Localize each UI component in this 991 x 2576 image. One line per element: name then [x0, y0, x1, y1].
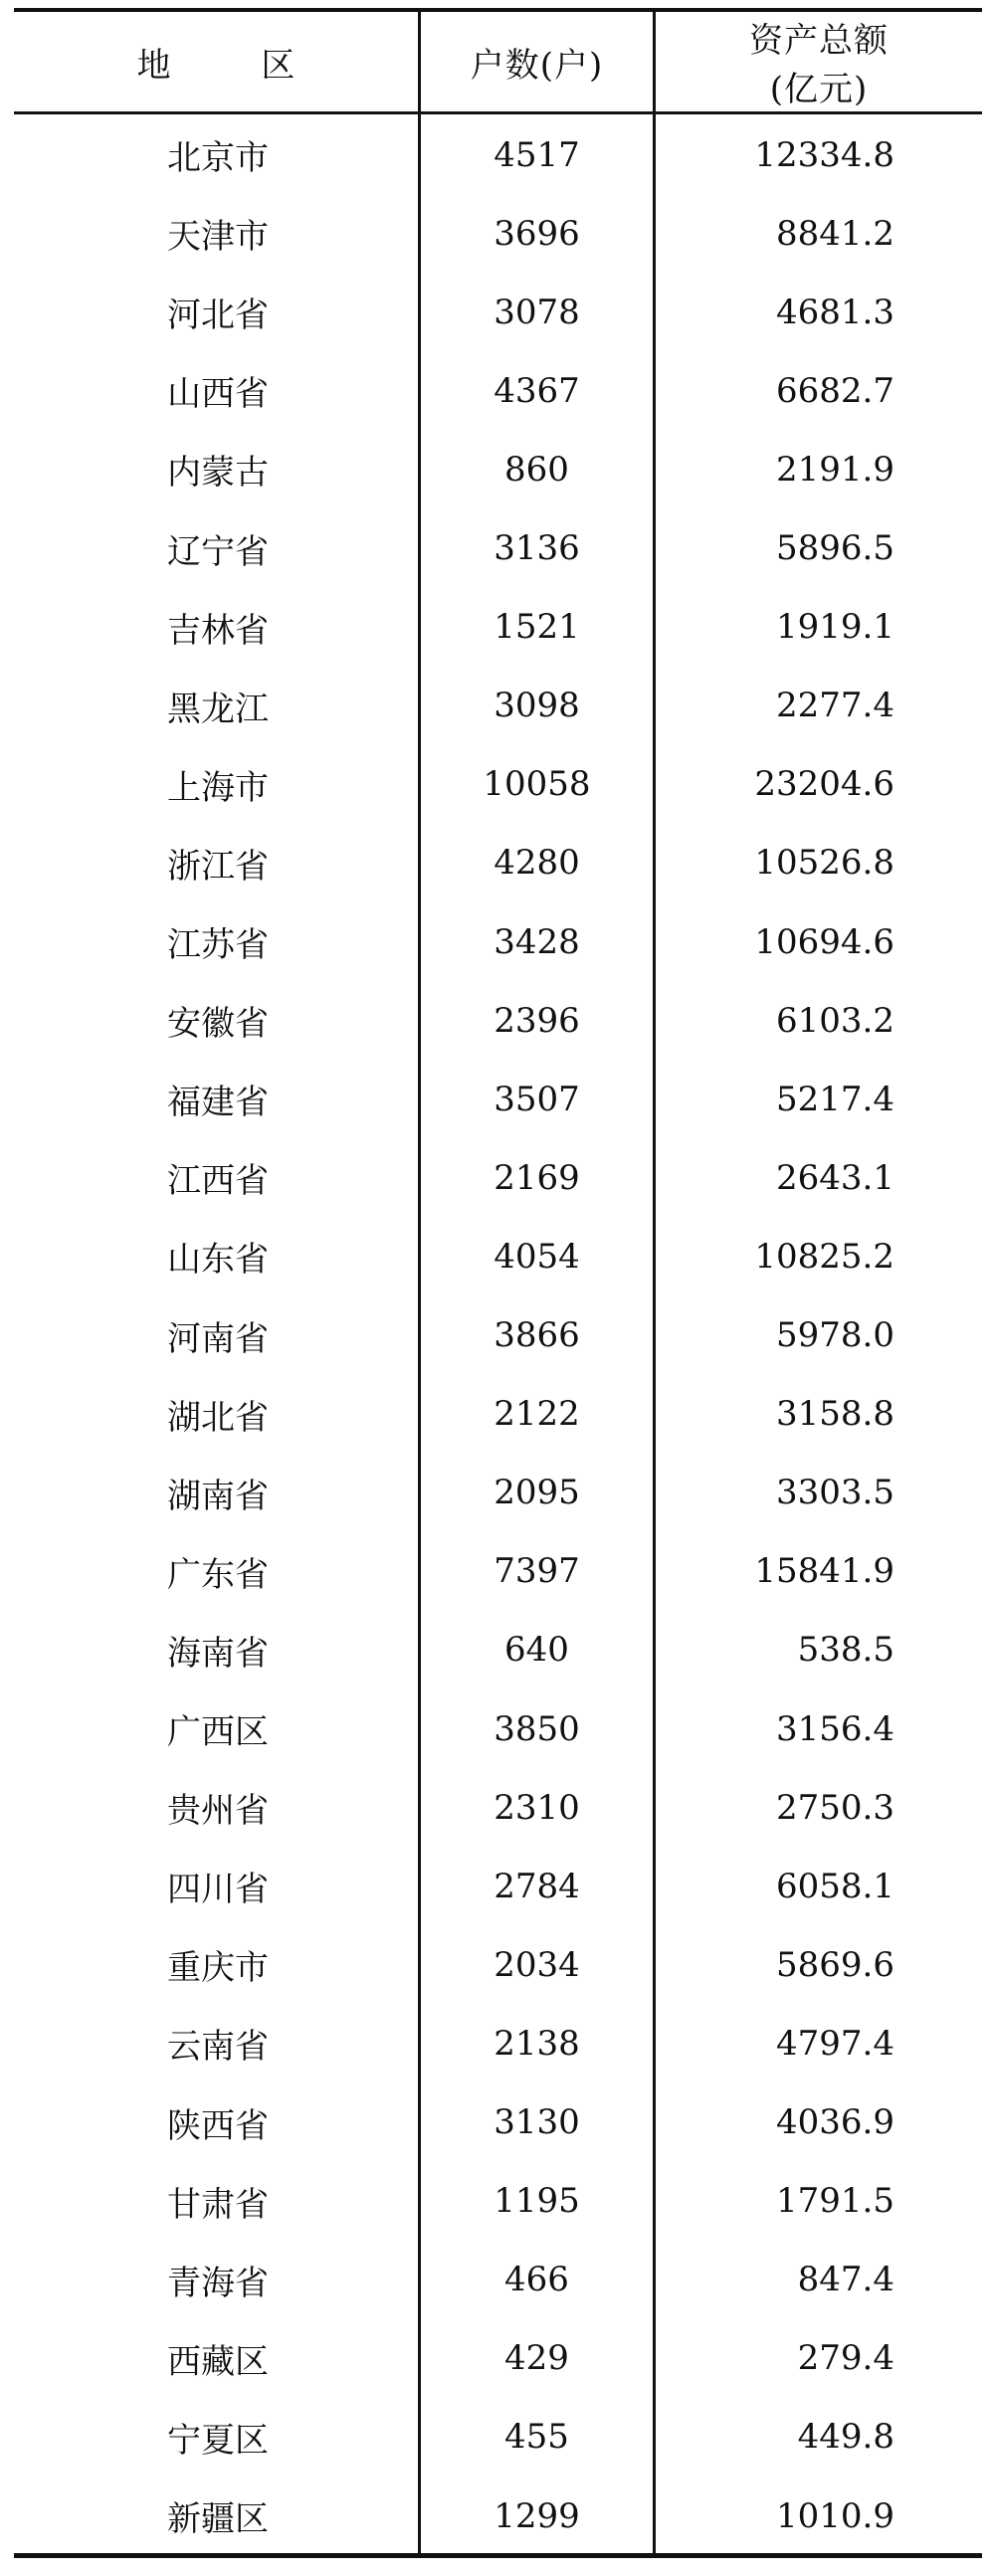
- total-assets-cell: 23204.6: [754, 764, 894, 805]
- table-row: [14, 2004, 982, 2082]
- total-assets-cell: 4797.4: [776, 2023, 894, 2064]
- total-assets-cell: 2191.9: [776, 449, 894, 490]
- household-count-cell: 1299: [494, 2495, 580, 2536]
- table-row: [14, 1296, 982, 1375]
- table-row: [14, 2398, 982, 2477]
- region-cell: 重庆市: [167, 1948, 269, 1989]
- household-count-cell: 640: [504, 1630, 569, 1671]
- total-assets-cell: 1919.1: [776, 607, 894, 648]
- total-assets-cell: 5869.6: [776, 1944, 894, 1985]
- table-row: [14, 194, 982, 273]
- region-cell: 福建省: [167, 1083, 269, 1123]
- table-row: [14, 1060, 982, 1138]
- region-cell: 江西省: [167, 1161, 269, 1202]
- region-cell: 北京市: [167, 138, 269, 178]
- total-assets-cell: 1010.9: [776, 2495, 894, 2536]
- household-count-cell: 455: [504, 2417, 569, 2458]
- table-row: [14, 1454, 982, 1532]
- table-row: [14, 1375, 982, 1454]
- header-region: [14, 12, 418, 111]
- household-count-cell: 2034: [494, 1944, 580, 1985]
- household-count-cell: 429: [504, 2338, 569, 2379]
- table-row: [14, 1689, 982, 1768]
- region-cell: 西藏区: [167, 2341, 269, 2382]
- household-count-cell: 3696: [494, 213, 580, 254]
- household-count-cell: 1195: [494, 2181, 580, 2222]
- total-assets-cell: 3303.5: [776, 1473, 894, 1513]
- region-cell: 海南省: [167, 1633, 269, 1674]
- household-count-cell: 2138: [494, 2023, 580, 2064]
- region-cell: 青海省: [167, 2263, 269, 2303]
- household-count-cell: 2784: [494, 1866, 580, 1906]
- header-assets-label-line2: (亿元): [769, 70, 869, 109]
- table-row: [14, 981, 982, 1060]
- region-cell: 辽宁省: [167, 531, 269, 572]
- household-count-cell: 4054: [494, 1236, 580, 1277]
- household-count-cell: 3850: [494, 1708, 580, 1749]
- total-assets-cell: 2277.4: [776, 686, 894, 726]
- table-row: [14, 115, 982, 194]
- table-row: [14, 351, 982, 430]
- table-row: [14, 2162, 982, 2241]
- household-count-cell: 3428: [494, 921, 580, 962]
- household-count-cell: 2169: [494, 1157, 580, 1198]
- total-assets-cell: 6058.1: [776, 1866, 894, 1906]
- region-cell: 上海市: [167, 767, 269, 808]
- total-assets-cell: 3158.8: [776, 1394, 894, 1435]
- total-assets-cell: 449.8: [797, 2417, 894, 2458]
- table-row: [14, 1217, 982, 1295]
- table-row: [14, 2319, 982, 2398]
- table-row: [14, 1532, 982, 1611]
- total-assets-cell: 2643.1: [776, 1157, 894, 1198]
- region-cell: 山西省: [167, 374, 269, 415]
- total-assets-cell: 279.4: [797, 2338, 894, 2379]
- total-assets-cell: 5217.4: [776, 1079, 894, 1119]
- region-cell: 四川省: [167, 1870, 269, 1910]
- household-count-cell: 10058: [483, 764, 591, 805]
- table-row: [14, 2477, 982, 2555]
- household-count-cell: 3866: [494, 1315, 580, 1355]
- total-assets-cell: 8841.2: [776, 213, 894, 254]
- table-row: [14, 745, 982, 824]
- table-row: [14, 1138, 982, 1217]
- total-assets-cell: 10825.2: [754, 1236, 894, 1277]
- total-assets-cell: 6682.7: [776, 370, 894, 411]
- region-cell: 甘肃省: [167, 2184, 269, 2225]
- household-count-cell: 3098: [494, 686, 580, 726]
- total-assets-cell: 538.5: [797, 1630, 894, 1671]
- household-count-cell: 3130: [494, 2102, 580, 2142]
- household-count-cell: 3507: [494, 1079, 580, 1119]
- household-count-cell: 2095: [494, 1473, 580, 1513]
- household-count-cell: 1521: [494, 607, 580, 648]
- table-row: [14, 273, 982, 351]
- region-cell: 宁夏区: [167, 2420, 269, 2461]
- region-cell: 贵州省: [167, 1791, 269, 1832]
- region-cell: 湖北省: [167, 1397, 269, 1438]
- household-count-cell: 2396: [494, 1000, 580, 1041]
- region-cell: 新疆区: [167, 2499, 269, 2539]
- header-count: [421, 12, 653, 111]
- table-row: [14, 824, 982, 902]
- region-cell: 浙江省: [167, 846, 269, 887]
- region-cell: 陕西省: [167, 2105, 269, 2146]
- table-row: [14, 2241, 982, 2319]
- header-assets: [656, 12, 982, 111]
- household-count-cell: 466: [504, 2260, 569, 2300]
- table-row: [14, 1611, 982, 1689]
- household-count-cell: 7397: [494, 1551, 580, 1592]
- region-cell: 广东省: [167, 1554, 269, 1595]
- total-assets-cell: 10526.8: [754, 843, 894, 884]
- household-count-cell: 4517: [494, 134, 580, 175]
- table-row: [14, 2083, 982, 2162]
- region-cell: 江苏省: [167, 925, 269, 965]
- household-count-cell: 2122: [494, 1394, 580, 1435]
- header-assets-label-line1: 资产总额: [749, 21, 889, 61]
- region-cell: 安徽省: [167, 1004, 269, 1045]
- table-header: [14, 12, 982, 111]
- header-region-label: 地 区: [136, 45, 335, 86]
- total-assets-cell: 10694.6: [754, 921, 894, 962]
- region-cell: 吉林省: [167, 610, 269, 651]
- table-row: [14, 1768, 982, 1847]
- table-row: [14, 1925, 982, 2004]
- household-count-cell: 2310: [494, 1787, 580, 1828]
- region-cell: 云南省: [167, 2027, 269, 2068]
- total-assets-cell: 5896.5: [776, 528, 894, 568]
- household-count-cell: 4367: [494, 370, 580, 411]
- total-assets-cell: 4681.3: [776, 292, 894, 332]
- total-assets-cell: 6103.2: [776, 1000, 894, 1041]
- total-assets-cell: 1791.5: [776, 2181, 894, 2222]
- region-cell: 山东省: [167, 1240, 269, 1281]
- household-count-cell: 4280: [494, 843, 580, 884]
- household-count-cell: 3136: [494, 528, 580, 568]
- region-cell: 广西区: [167, 1712, 269, 1752]
- total-assets-cell: 15841.9: [754, 1551, 894, 1592]
- table-row: [14, 509, 982, 588]
- household-count-cell: 860: [504, 449, 569, 490]
- header-count-label: 户数(户): [470, 45, 604, 86]
- region-cell: 湖南省: [167, 1476, 269, 1516]
- table-row: [14, 902, 982, 981]
- region-cell: 河北省: [167, 296, 269, 336]
- table-row: [14, 1847, 982, 1925]
- region-cell: 河南省: [167, 1318, 269, 1359]
- total-assets-cell: 2750.3: [776, 1787, 894, 1828]
- total-assets-cell: 12334.8: [754, 134, 894, 175]
- table-row: [14, 588, 982, 667]
- table-row: [14, 430, 982, 508]
- household-count-cell: 3078: [494, 292, 580, 332]
- region-cell: 内蒙古: [167, 453, 269, 494]
- total-assets-cell: 847.4: [797, 2260, 894, 2300]
- region-cell: 黑龙江: [167, 689, 269, 729]
- total-assets-cell: 3156.4: [776, 1708, 894, 1749]
- table-row: [14, 667, 982, 745]
- header-rule: [14, 111, 982, 114]
- total-assets-cell: 4036.9: [776, 2102, 894, 2142]
- region-cell: 天津市: [167, 217, 269, 258]
- total-assets-cell: 5978.0: [776, 1315, 894, 1355]
